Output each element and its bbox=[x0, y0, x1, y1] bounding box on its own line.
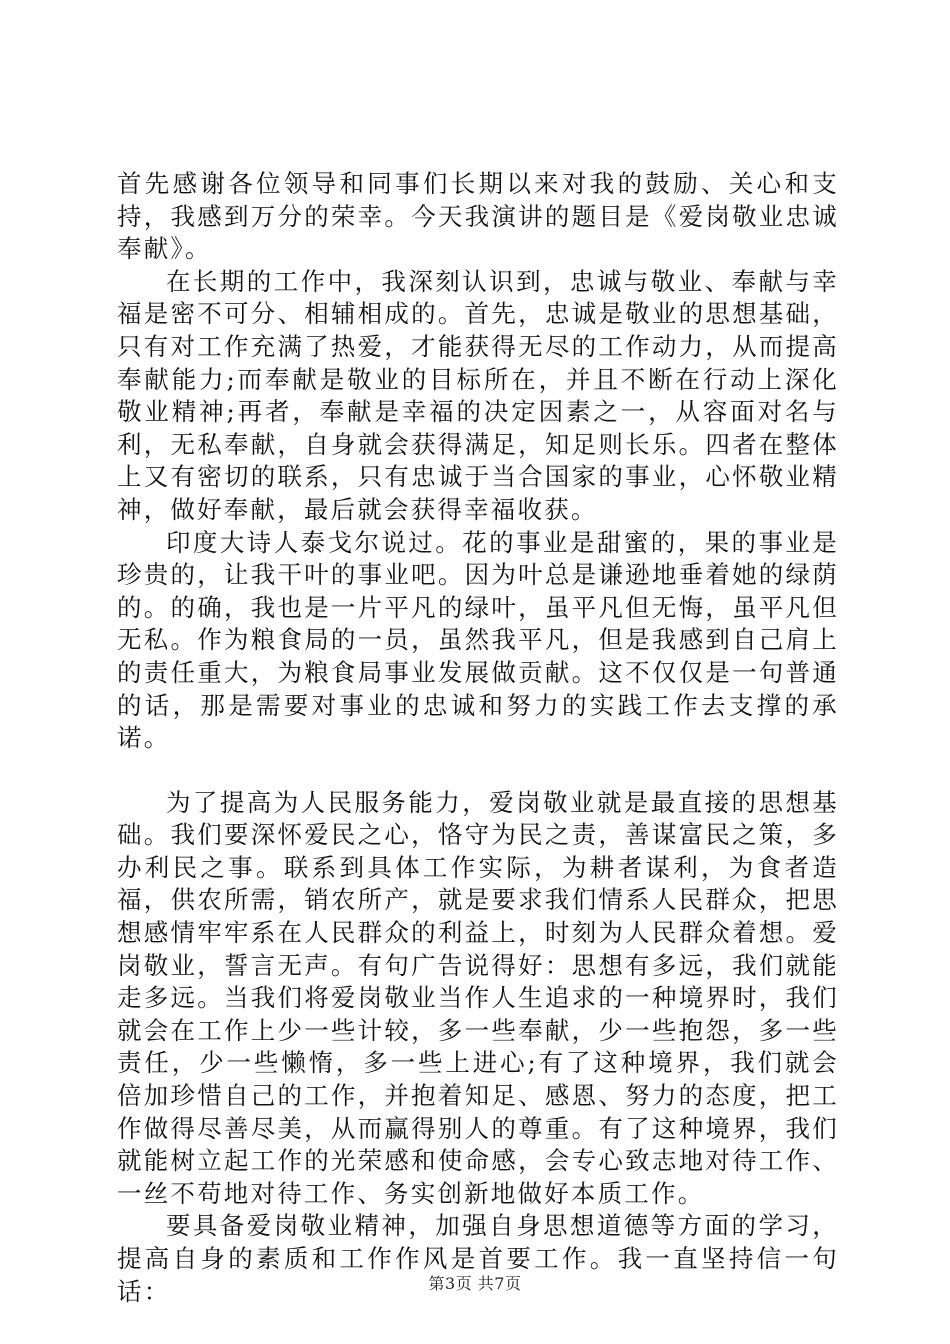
paragraph-tagore-quote: 印度大诗人泰戈尔说过。花的事业是甜蜜的，果的事业是珍贵的，让我干叶的事业吧。因为叶总是谦逊地垂着她的绿荫的。的确，我也是一片平凡的绿叶，虽平凡但无悔，虽平凡但无私。作为粮食局的一员，虽然我平凡，但是我感到自己肩上的责任重大，为粮食局事业发展做贡献。这不仅仅是一句普通的话，那是需要对事业的忠诚和努力的实践工作去支撑的承诺。 bbox=[117, 527, 839, 753]
paragraph-loyalty-dedication: 在长期的工作中，我深刻认识到，忠诚与敬业、奉献与幸福是密不可分、相辅相成的。首先，忠诚是敬业的思想基础，只有对工作充满了热爱，才能获得无尽的工作动力，从而提高奉献能力;而奉献是敬业的目标所在，并且不断在行动上深化敬业精神;再者，奉献是幸福的决定因素之一，从容面对名与利，无私奉献，自身就会获得满足，知足则长乐。四者在整体上又有密切的联系，只有忠诚于当合国家的事业，心怀敬业精神，做好奉献，最后就会获得幸福收获。 bbox=[117, 266, 839, 524]
document-body bbox=[117, 168, 839, 1308]
paragraph-serve-people: 为了提高为人民服务能力，爱岗敬业就是最直接的思想基础。我们要深怀爱民之心，恪守为民之责，善谋富民之策，多办利民之事。联系到具体工作实际，为耕者谋利，为食者造福，供农所需，销农所产，就是要求我们情系人民群众，把思想感情牢牢系在人民群众的利益上，时刻为人民群众着想。爱岗敬业，誓言无声。有句广告说得好：思想有多远，我们就能走多远。当我们将爱岗敬业当作人生追求的一种境界时，我们就会在工作上少一些计较，多一些奉献，少一些抱怨，多一些责任，少一些懒惰，多一些上进心;有了这种境界，我们就会倍加珍惜自己的工作，并抱着知足、感恩、努力的态度，把工作做得尽善尽美，从而赢得别人的尊重。有了这种境界，我们就能树立起工作的光荣感和使命感，会专心致志地对待工作、一丝不苟地对待工作、务实创新地做好本质工作。 bbox=[117, 787, 839, 1208]
paragraph-spacer bbox=[117, 755, 839, 787]
paragraph-self-improvement: 要具备爱岗敬业精神，加强自身思想道德等方面的学习，提高自身的素质和工作作风是首要工作。我一直坚持信一句话： bbox=[117, 1211, 839, 1306]
page-number-footer: 第3页 共7页 bbox=[428, 1274, 522, 1293]
paragraph-opening: 首先感谢各位领导和同事们长期以来对我的鼓励、关心和支持，我感到万分的荣幸。今天我演讲的题目是《爱岗敬业忠诚奉献》。 bbox=[117, 169, 839, 264]
